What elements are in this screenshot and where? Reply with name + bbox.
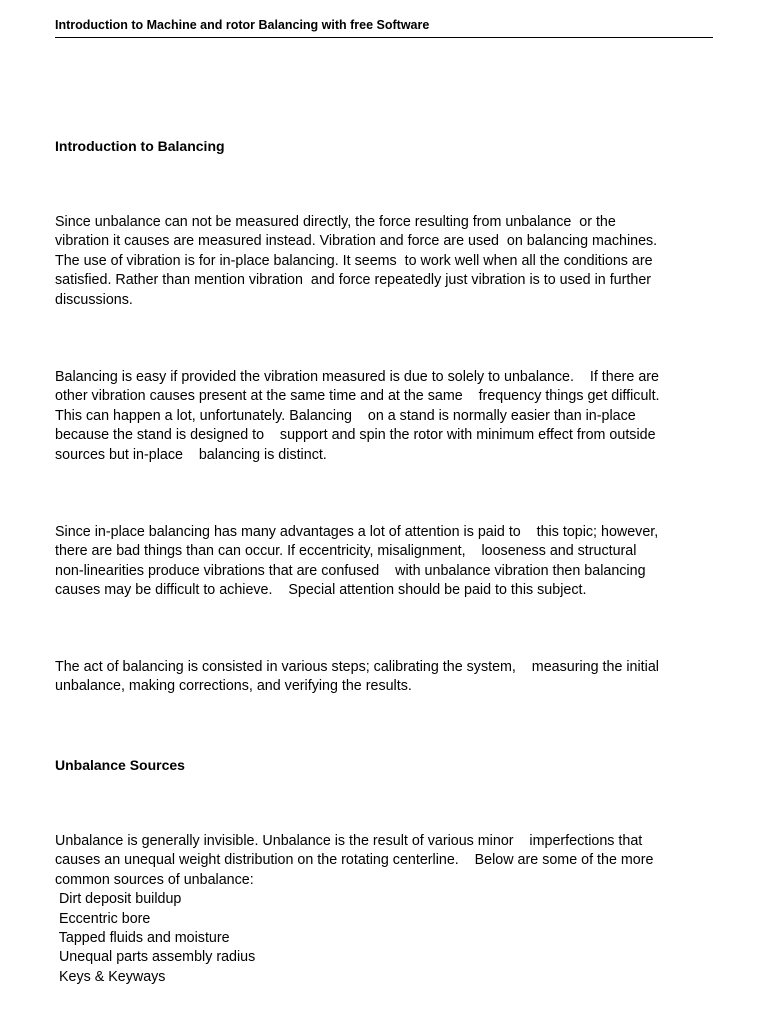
text-line: other vibration causes present at the same time and at the same frequency things get difficult. — [55, 388, 660, 405]
paragraph — [55, 213, 720, 310]
paragraph — [55, 523, 720, 601]
section-heading-unbalance-sources: Unbalance Sources — [55, 757, 185, 773]
document-title: Introduction to Machine and rotor Balancing with free Software — [55, 18, 430, 32]
text-line: Unbalance is generally invisible. Unbalance is the result of various minor imperfections that — [55, 833, 643, 849]
list-item: Tapped fluids and moisture — [55, 930, 230, 947]
text-line: satisfied. Rather than mention vibration and force repeatedly just vibration is to used in further — [55, 272, 652, 289]
text-line: common sources of unbalance: — [55, 871, 254, 888]
text-line: sources but in-place balancing is distinct. — [55, 446, 327, 463]
list-item: Dirt deposit buildup — [55, 891, 182, 908]
text-line: vibration it causes are measured instead. Vibration and force are used on balancing machines. — [55, 233, 658, 250]
text-line: non-linearities produce vibrations that are confused with unbalance vibration then balancing — [55, 562, 646, 579]
section-heading-introduction: Introduction to Balancing — [55, 138, 225, 154]
list-item: Keys & Keyways — [55, 968, 166, 985]
paragraph — [55, 368, 720, 465]
paragraph — [55, 658, 720, 697]
text-line: This can happen a lot, unfortunately. Balancing on a stand is normally easier than in-place — [55, 407, 636, 424]
text-line: Since unbalance can not be measured directly, the force resulting from unbalance or the — [55, 214, 616, 230]
text-line: The act of balancing is consisted in various steps; calibrating the system, measuring the initial — [55, 659, 659, 675]
text-line: there are bad things than can occur. If eccentricity, misalignment, looseness and structural — [55, 543, 637, 560]
text-line: causes may be difficult to achieve. Special attention should be paid to this subject. — [55, 582, 587, 599]
text-line: Balancing is easy if provided the vibration measured is due to solely to unbalance. If there are — [55, 369, 659, 385]
text-line: unbalance, making corrections, and verifying the results. — [55, 678, 412, 695]
running-header — [55, 16, 713, 38]
text-line: discussions. — [55, 291, 133, 308]
text-line: causes an unequal weight distribution on the rotating centerline. Below are some of the more — [55, 852, 654, 869]
list-item: Eccentric bore — [55, 910, 151, 927]
paragraph — [55, 832, 720, 987]
text-line: because the stand is designed to support and spin the rotor with minimum effect from outside — [55, 427, 656, 444]
list-item: Unequal parts assembly radius — [55, 949, 256, 966]
text-line: Since in-place balancing has many advantages a lot of attention is paid to this topic; however, — [55, 524, 659, 540]
text-line: The use of vibration is for in-place balancing. It seems to work well when all the conditions are — [55, 252, 653, 269]
